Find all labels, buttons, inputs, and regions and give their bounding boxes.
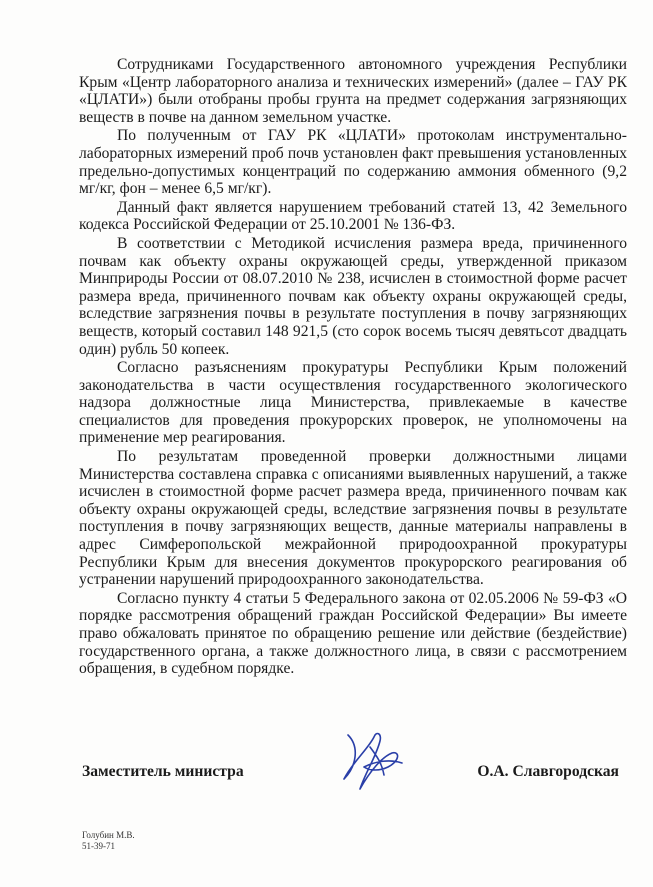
executor-name: Голубин М.В. [82, 830, 135, 840]
letter-body [79, 56, 627, 679]
paragraph-appeal-rights: Согласно пункту 4 статьи 5 Федерального закона от 02.05.2006 № 59-ФЗ «О порядке рассмотрения обращений граждан Российской Федерации» Вы имеете право обжаловать принятое по обращению решение или действие (бездействие) государственного органа, а также должностного лица, в связи с рассмотрением обращения, в судебном порядке. [79, 589, 627, 678]
signature-block [82, 757, 627, 787]
handwritten-signature [330, 727, 410, 797]
paragraph-damage-calculation: В соответствии с Методикой исчисления размера вреда, причиненного почвам как объекту охраны окружающей среды, утвержденной приказом Минприроды России от 08.07.2010 № 238, исчислен в стоимостной форме расчет размера вреда, причиненного почвам как объекту охраны окружающей среды, вследствие загрязнения почвы в результате поступления в почву загрязняющих веществ, который составил 148 921,5 (сто сорок восемь тысяч девятьсот двадцать один) рубль 50 копеек. [79, 234, 627, 358]
signature-stroke [344, 734, 402, 789]
paragraph-violation: Данный факт является нарушением требований статей 13, 42 Земельного кодекса Российской Федерации от 25.10.2001 № 136-ФЗ. [79, 198, 627, 234]
executor-block [82, 830, 135, 852]
paragraph-prosecutor-clarification: Согласно разъяснениям прокуратуры Республики Крым положений законодательства в части осуществления государственного экологического надзора должностные лица Министерства, привлекаемые в качестве специалистов для проведения прокурорских проверок, не уполномочены на применение мер реагирования. [79, 359, 627, 447]
paragraph-sampling: Сотрудниками Государственного автономного учреждения Республики Крым «Центр лабораторного анализа и технических измерений» (далее – ГАУ РК «ЦЛАТИ») были отобраны пробы грунта на предмет содержания загрязняющих веществ в почве на данном земельном участке. [79, 56, 627, 126]
executor-phone: 51-39-71 [82, 841, 115, 851]
signer-name: О.А. Славгородская [477, 763, 619, 780]
signer-title: Заместитель министра [82, 763, 244, 780]
paragraph-lab-results: По полученным от ГАУ РК «ЦЛАТИ» протоколам инструментально-лабораторных измерений проб почв установлен факт превышения установленных предельно-допустимых концентраций по содержанию аммония обменного (9,2 мг/кг, фон – менее 6,5 мг/кг). [79, 127, 627, 198]
paragraph-inspection-results: По результатам проведенной проверки должностными лицами Министерства составлена справка с описаниями выявленных нарушений, а также исчислен в стоимостной форме расчет размера вреда, причиненного почвам как объекту охраны окружающей среды, вследствие загрязнения почвы в результате поступления в почву загрязняющих веществ, данные материалы направлены в адрес Симферопольской межрайонной природоохранной прокуратуры Республики Крым для внесения документов прокурорского реагирования об устранении нарушений природоохранного законодательства. [79, 448, 627, 589]
